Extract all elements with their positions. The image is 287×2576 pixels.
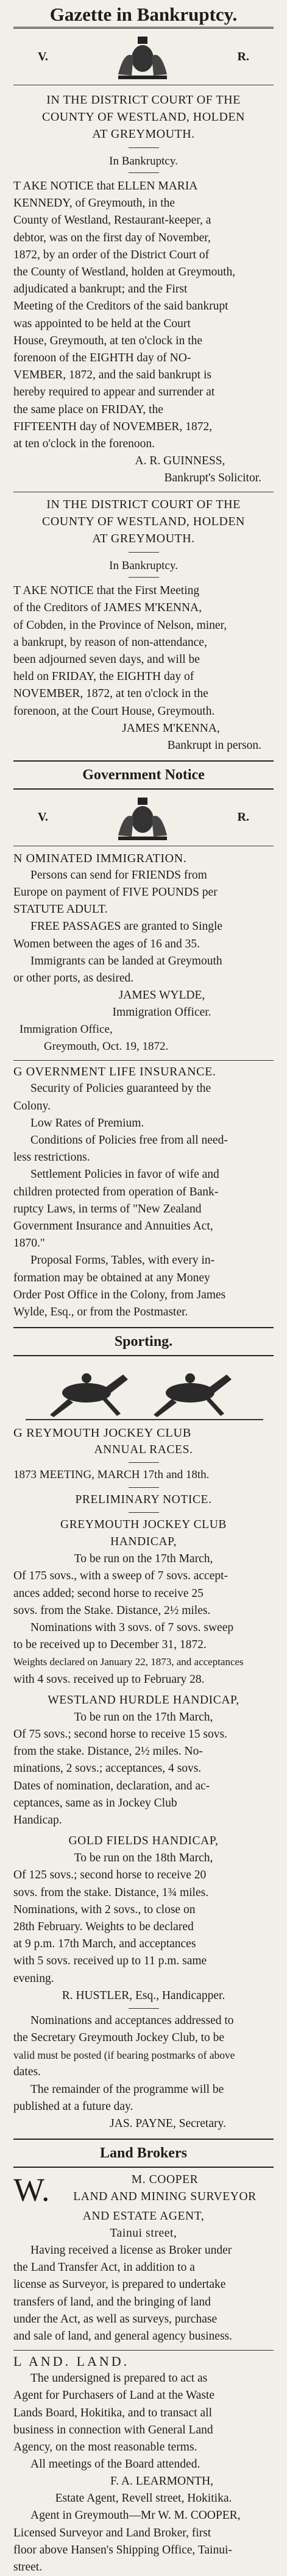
notice-line: To be run on the 17th March, xyxy=(74,1552,213,1566)
section-heading-land-brokers: Land Brokers xyxy=(100,2145,187,2162)
divider xyxy=(13,2167,274,2168)
notice-line: Nominations, with 2 sovs., to close on xyxy=(13,1903,196,1916)
land-agent-advert xyxy=(13,2353,274,2576)
notice-line: 1870." xyxy=(13,1237,45,1250)
notice-line: ances added; second horse to receive 25 xyxy=(13,1587,204,1600)
signature-title: Immigration Officer. xyxy=(112,1006,211,1019)
advert-title: LAND AND MINING SURVEYOR xyxy=(73,2190,257,2204)
notice-line: less restrictions. xyxy=(13,1151,90,1164)
cooper-advert xyxy=(13,2171,274,2345)
notice-line: NOVEMBER, 1872, at ten o'clock in the xyxy=(13,687,208,701)
notice-line: STATUTE ADULT. xyxy=(13,903,108,916)
notice-line: dates. xyxy=(13,2065,41,2079)
notice-line: forenoon, at the Court House, Greymouth. xyxy=(13,704,215,718)
signature-title: Bankrupt's Solicitor. xyxy=(164,472,261,485)
notice-line: business in connection with General Land xyxy=(13,2423,213,2436)
notice-line: House, Greymouth, at ten o'clock in the xyxy=(13,334,203,347)
notice-line: Of 125 sovs.; second horse to receive 20 xyxy=(13,1869,207,1882)
races-title: G REYMOUTH JOCKEY CLUB xyxy=(13,1426,192,1440)
notice-line: Proposal Forms, Tables, with every in- xyxy=(30,1254,215,1267)
notice-line: Licensed Surveyor and Land Broker, first xyxy=(13,2526,211,2539)
date-line: Greymouth, Oct. 19, 1872. xyxy=(44,1040,169,1053)
notice-line: Immigrants can be landed at Greymouth xyxy=(30,954,222,968)
advert-address: Tainui street, xyxy=(110,2227,177,2240)
notice-line: Agent for Purchasers of Land at the Waste xyxy=(13,2389,215,2402)
notice-line: a bankrupt, by reason of non-attendance, xyxy=(13,635,207,649)
section-heading-sporting: Sporting. xyxy=(114,1334,173,1350)
notice-line: Europe on payment of FIVE POUNDS per xyxy=(13,886,218,899)
notice-line: T AKE NOTICE that the First Meeting xyxy=(13,584,200,598)
notice-line: minations, 2 sovs.; acceptances, 4 sovs. xyxy=(13,1762,202,1775)
advert-name: M. COOPER xyxy=(131,2173,199,2187)
notice-line: published at a future day. xyxy=(13,2100,133,2113)
notice-title: G OVERNMENT LIFE INSURANCE. xyxy=(13,1065,216,1079)
horse-racing-illustration-icon xyxy=(13,1356,274,1424)
court-line: AT GREYMOUTH. xyxy=(92,127,195,141)
notice-body xyxy=(13,178,274,453)
bankruptcy-notice-mkenna xyxy=(13,496,274,754)
notice-line: Lands Board, Hokitika, and to transact all xyxy=(13,2406,212,2419)
notice-line: the same place on FRIDAY, the xyxy=(13,403,163,416)
short-rule xyxy=(129,1487,159,1488)
notice-line: FREE PASSAGES are granted to Single xyxy=(30,920,223,933)
handicap-body xyxy=(13,1709,274,1829)
signature: F. A. LEARMONTH, xyxy=(110,2475,214,2488)
notice-line: Settlement Policies in favor of wife and xyxy=(30,1168,219,1181)
bankruptcy-notice-kennedy xyxy=(13,91,274,487)
secretary-line: JAS. PAYNE, Secretary. xyxy=(110,2117,226,2131)
notice-line: adjudicated a bankrupt; and the First xyxy=(13,283,188,296)
advert-title: L AND. LAND. xyxy=(13,2354,130,2369)
handicap-body xyxy=(13,1551,274,1688)
nominated-immigration-notice xyxy=(13,850,274,1055)
notice-line: Persons can send for FRIENDS from xyxy=(30,868,207,882)
notice-line: ruptcy Laws, in terms of "New Zealand xyxy=(13,1202,202,1215)
notice-line: to be received up to December 31, 1872. xyxy=(13,1638,207,1652)
notice-line: the County of Westland, holden at Greymouth, xyxy=(13,266,236,279)
notice-line: been adjourned seven days, and will be xyxy=(13,653,200,667)
notice-line: Security of Policies guaranteed by the xyxy=(30,1082,211,1095)
notice-line: held on FRIDAY, the EIGHTH day of xyxy=(13,670,194,684)
notice-line: Dates of nomination, declaration, and ac- xyxy=(13,1779,210,1792)
notice-line: Conditions of Policies free from all need- xyxy=(30,1133,228,1147)
notice-line: Nominations with 3 sovs. of 7 sovs. sweep xyxy=(30,1621,234,1634)
signature: A. R. GUINNESS, xyxy=(135,455,225,468)
short-rule xyxy=(129,2008,159,2009)
court-line: COUNTY OF WESTLAND, HOLDEN xyxy=(42,515,245,529)
notice-line: formation may be obtained at any Money xyxy=(13,1271,210,1284)
notice-line: or other ports, as desired. xyxy=(13,972,134,985)
races-footer xyxy=(13,2012,274,2115)
notice-line: with 5 sovs. received up to 11 p.m. same xyxy=(13,1955,207,1968)
notice-line: Low Rates of Premium. xyxy=(30,1116,144,1130)
notice-body xyxy=(13,867,274,987)
races-subtitle: ANNUAL RACES. xyxy=(94,1443,193,1457)
section-heading-government: Government Notice xyxy=(82,766,205,783)
notice-line: Government Insurance and Annuities Act, xyxy=(13,1219,213,1233)
notice-line: valid must be posted (if bearing postmarks of above xyxy=(13,2049,235,2062)
notice-line: the Secretary Greymouth Jockey Club, to be xyxy=(13,2031,225,2045)
notice-body xyxy=(13,582,274,720)
notice-line: VEMBER, 1872, and the said bankrupt is xyxy=(13,369,211,382)
notice-line: evening. xyxy=(13,1972,54,1985)
crest-initial-left: V. xyxy=(38,810,48,824)
short-rule xyxy=(129,1512,159,1513)
notice-line: Colony. xyxy=(13,1099,51,1113)
notice-line: Having received a license as Broker under xyxy=(30,2244,232,2257)
notice-line: and sale of land, and general agency business. xyxy=(13,2330,232,2343)
notice-line: 28th February. Weights to be declared xyxy=(13,1920,194,1933)
notice-line: Of 75 sovs.; second horse to receive 15 sovs. xyxy=(13,1727,227,1741)
masthead-title: Gazette in Bankruptcy. xyxy=(49,4,238,25)
court-line: IN THE DISTRICT COURT OF THE xyxy=(46,93,241,107)
in-bankruptcy-label: In Bankruptcy. xyxy=(109,559,178,573)
short-rule xyxy=(129,1462,159,1463)
handicap-title: WESTLAND HURDLE HANDICAP, xyxy=(48,1693,239,1707)
notice-line: of Cobden, in the Province of Nelson, miner, xyxy=(13,618,227,632)
notice-line: ceptances, same as in Jockey Club xyxy=(13,1796,177,1810)
royal-coat-of-arms-icon xyxy=(106,32,179,82)
notice-line: hereby required to appear and surrender at xyxy=(13,386,215,399)
notice-line: from the stake. Distance, 2½ miles. No- xyxy=(13,1745,203,1758)
signature-title: Bankrupt in person. xyxy=(167,738,261,752)
short-rule xyxy=(129,147,159,148)
notice-line: The undersigned is prepared to act as xyxy=(30,2372,208,2385)
office-line: Immigration Office, xyxy=(19,1023,113,1036)
drop-cap: W. xyxy=(13,2171,50,2209)
notice-line: The remainder of the programme will be xyxy=(30,2082,224,2096)
short-rule xyxy=(129,172,159,173)
crest-initial-left: V. xyxy=(38,49,48,63)
handicapper-line: R. HUSTLER, Esq., Handicapper. xyxy=(62,1989,225,2002)
notice-line: debtor, was on the first day of November, xyxy=(13,231,211,244)
notice-line: floor above Hansen's Shipping Office, Tainui- xyxy=(13,2543,232,2557)
royal-crest-row xyxy=(13,29,274,85)
notice-line: of the Creditors of JAMES M'KENNA, xyxy=(13,601,202,615)
notice-line: To be run on the 18th March, xyxy=(74,1852,213,1865)
notice-line: at 9 p.m. 17th March, and acceptances xyxy=(13,1937,196,1951)
notice-line: children protected from operation of Bank- xyxy=(13,1185,219,1198)
agent-body xyxy=(13,2507,274,2576)
court-line: COUNTY OF WESTLAND, HOLDEN xyxy=(42,110,245,124)
advert-title: AND ESTATE AGENT, xyxy=(82,2210,205,2223)
crest-initial-right: R. xyxy=(237,49,249,63)
notice-line: at ten o'clock in the forenoon. xyxy=(13,437,155,451)
signature: JAMES WYLDE, xyxy=(118,989,205,1002)
handicap-title: GOLD FIELDS HANDICAP, xyxy=(68,1835,219,1848)
notice-line: All meetings of the Board attended. xyxy=(30,2458,200,2471)
notice-line: Of 175 sovs., with a sweep of 7 sovs. accept- xyxy=(13,1569,229,1583)
preliminary-notice: PRELIMINARY NOTICE. xyxy=(75,1493,212,1507)
notice-line: forenoon of the EIGHTH day of NO- xyxy=(13,352,191,365)
notice-line: with 4 sovs. received up to February 28. xyxy=(13,1672,205,1686)
notice-line: Handicap. xyxy=(13,1813,62,1827)
notice-line: Order Post Office in the Colony, from James xyxy=(13,1288,226,1301)
notice-line: street. xyxy=(13,2561,43,2574)
government-life-insurance-notice xyxy=(13,1063,274,1321)
notice-line: FIFTEENTH day of NOVEMBER, 1872, xyxy=(13,420,213,433)
short-rule xyxy=(129,577,159,578)
notice-line: Weights declared on January 22, 1873, and acceptances xyxy=(13,1656,244,1668)
notice-line: transfers of land, and the bringing of land xyxy=(13,2295,211,2309)
short-rule xyxy=(129,552,159,553)
notice-line: Wylde, Esq., or from the Postmaster. xyxy=(13,1305,188,1318)
notice-line: KENNEDY, of Greymouth, in the xyxy=(13,197,175,210)
notice-title: N OMINATED IMMIGRATION. xyxy=(13,851,187,865)
crest-initial-right: R. xyxy=(237,810,249,824)
court-line: AT GREYMOUTH. xyxy=(92,532,195,546)
notice-line: 1872, by an order of the District Court of xyxy=(13,248,210,261)
advert-body xyxy=(13,2242,274,2345)
handicap-title: GREYMOUTH JOCKEY CLUB xyxy=(60,1518,227,1532)
notice-line: Women between the ages of 16 and 35. xyxy=(13,937,200,950)
royal-crest-row xyxy=(13,790,274,846)
notice-line: Agent in Greymouth—Mr W. M. COOPER, xyxy=(30,2509,241,2522)
notice-line: County of Westland, Restaurant-keeper, a xyxy=(13,214,211,227)
notice-body xyxy=(13,1080,274,1321)
notice-line: Nominations and acceptances addressed to xyxy=(30,2014,234,2027)
handicap-body xyxy=(13,1850,274,1987)
advert-body xyxy=(13,2370,274,2473)
notice-line: was appointed to be held at the Court xyxy=(13,317,191,330)
jockey-club-races xyxy=(13,1424,274,2132)
notice-line: license as Surveyor, is prepared to undertake xyxy=(13,2278,226,2291)
notice-line: Agency, on the most reasonable terms. xyxy=(13,2441,197,2454)
in-bankruptcy-label: In Bankruptcy. xyxy=(109,155,178,168)
notice-line: To be run on the 17th March, xyxy=(74,1710,213,1724)
signature: JAMES M'KENNA, xyxy=(122,721,220,735)
divider xyxy=(13,2350,274,2351)
signature-address: Estate Agent, Revell street, Hokitika. xyxy=(55,2492,232,2505)
notice-line: Meeting of the Creditors of the said bankrupt xyxy=(13,300,229,313)
notice-line: under the Act, as well as surveys, purchase xyxy=(13,2312,218,2326)
meeting-dates: 1873 MEETING, MARCH 17th and 18th. xyxy=(13,1468,210,1482)
handicap-title: HANDICAP, xyxy=(110,1535,177,1549)
notice-line: sovs. from the Stake. Distance, 2½ miles. xyxy=(13,1604,211,1617)
royal-coat-of-arms-icon xyxy=(106,793,179,843)
divider xyxy=(13,1060,274,1061)
notice-line: T AKE NOTICE that ELLEN MARIA xyxy=(13,180,198,193)
court-line: IN THE DISTRICT COURT OF THE xyxy=(46,498,241,512)
notice-line: the Land Transfer Act, in addition to a xyxy=(13,2261,195,2274)
notice-line: sovs. from the stake. Distance, 1¾ miles. xyxy=(13,1886,209,1899)
